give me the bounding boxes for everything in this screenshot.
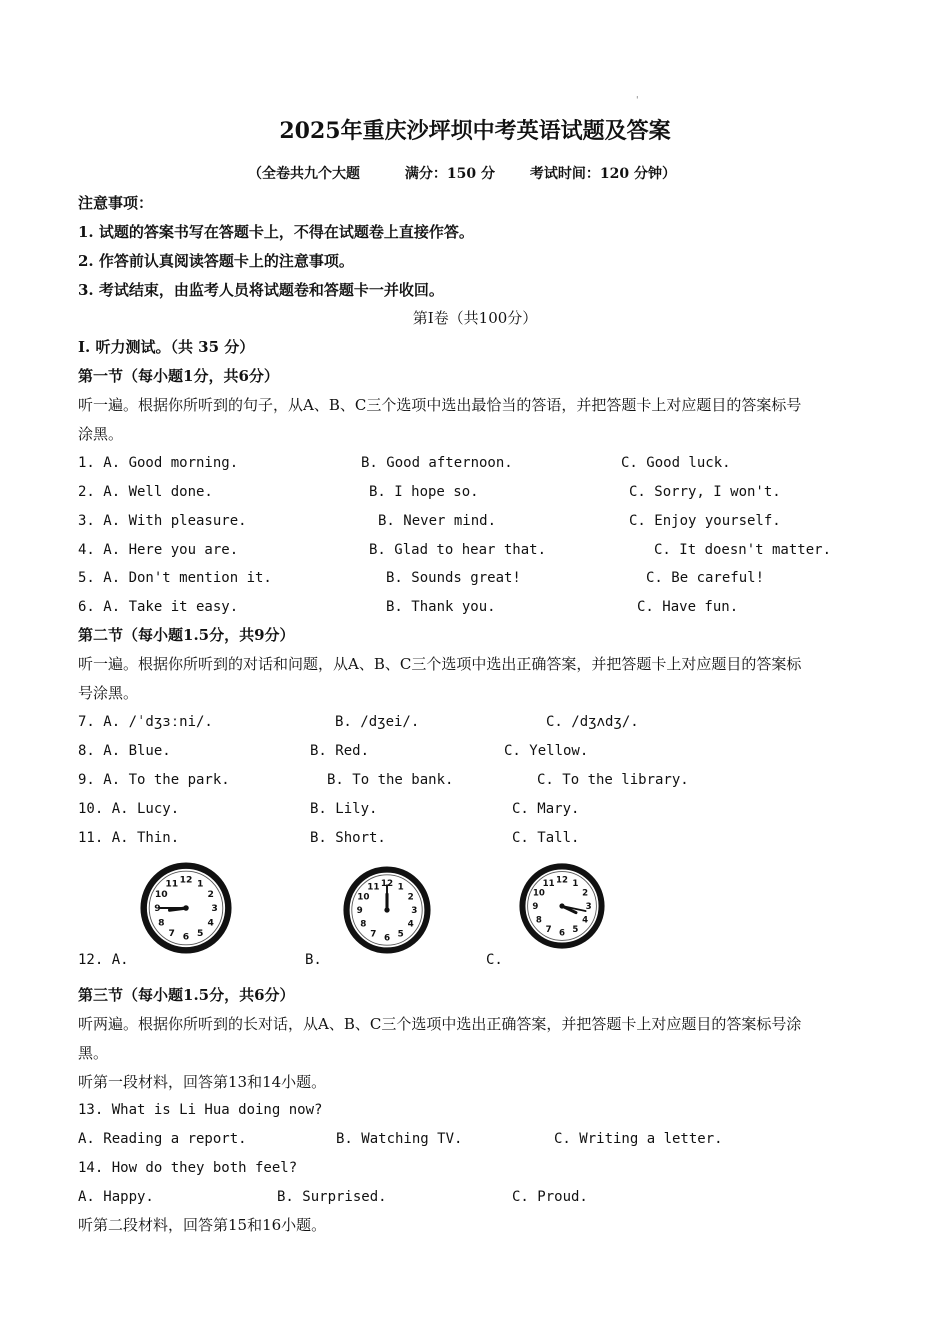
option-a: 11. A. Thin.: [78, 830, 180, 846]
option-c: C. Sorry, I won't.: [629, 484, 781, 500]
section3-heading: 第三节（每小题1.5分，共6分）: [78, 986, 295, 1004]
option-a: A. Reading a report.: [78, 1131, 247, 1147]
option-c: C. To the library.: [537, 772, 689, 788]
option-a: 1. A. Good morning.: [78, 455, 239, 471]
option-c: C. Writing a letter.: [554, 1131, 723, 1147]
question-13: 13. What is Li Hua doing now?: [78, 1102, 323, 1118]
option-a: 5. A. Don't mention it.: [78, 570, 272, 586]
option-a: 7. A. /ˈdʒɜːni/.: [78, 714, 213, 730]
clock-numeral: 7: [168, 927, 175, 939]
question-14: 14. How do they both feel?: [78, 1160, 298, 1176]
section3-instructions-cont: 黑。: [78, 1044, 109, 1062]
clock-numeral: 6: [559, 928, 565, 939]
notice-heading: 注意事项：: [78, 194, 154, 212]
notice-item: 3. 考试结束，由监考人员将试题卷和答题卡一并收回。: [78, 281, 444, 299]
option-c: C. Have fun.: [637, 599, 739, 615]
clock-numeral: 5: [397, 929, 404, 940]
option-b: B. Glad to hear that.: [369, 542, 547, 558]
option-b: B. Good afternoon.: [361, 455, 513, 471]
option-b: B. I hope so.: [369, 484, 479, 500]
section1-instructions: 听一遍。根据你所听到的句子，从A、B、C三个选项中选出最恰当的答语，并把答题卡上对应题目的答案标号: [78, 396, 802, 414]
section2-heading: 第二节（每小题1.5分，共9分）: [78, 626, 295, 644]
page-title: 2025年重庆沙坪坝中考英语试题及答案: [279, 118, 671, 144]
option-c: C. Proud.: [512, 1189, 588, 1205]
option-a: 10. A. Lucy.: [78, 801, 180, 817]
option-a: 9. A. To the park.: [78, 772, 230, 788]
clock-numeral: 6: [383, 933, 391, 944]
option-b: B. Surprised.: [277, 1189, 387, 1205]
option-c: C.: [486, 952, 503, 968]
material-2-note: 听第二段材料，回答第15和16小题。: [78, 1216, 327, 1234]
option-b: B. To the bank.: [327, 772, 454, 788]
section1-heading: 第一节（每小题1分，共6分）: [78, 367, 279, 385]
option-b: B. Never mind.: [378, 513, 497, 529]
clock-numeral: 12: [179, 874, 193, 886]
clock-c-image: [518, 863, 606, 949]
exam-info-sections: （全卷共九个大题: [248, 166, 360, 182]
exam-info: [248, 164, 676, 184]
clock-numeral: 2: [407, 892, 414, 903]
clock-numeral: 8: [158, 917, 165, 929]
clock-numeral: 1: [197, 878, 204, 890]
clock-numeral: 11: [165, 878, 179, 890]
corner-mark: ': [636, 96, 639, 106]
option-b: B. Short.: [310, 830, 386, 846]
clock-numeral: 8: [360, 919, 367, 930]
clock-numeral: 2: [207, 888, 214, 900]
option-c: C. Mary.: [512, 801, 580, 817]
exam-info-time: 考试时间：120 分钟）: [529, 166, 676, 182]
clock-numeral: 9: [154, 903, 161, 915]
material-1-note: 听第一段材料，回答第13和14小题。: [78, 1073, 327, 1091]
clock-numeral: 3: [585, 902, 592, 913]
option-b: B.: [305, 952, 322, 968]
clock-numeral: 3: [211, 903, 218, 915]
clock-center-pin: [559, 903, 564, 908]
clock-numeral: 10: [154, 888, 168, 900]
notice-item: 2. 作答前认真阅读答题卡上的注意事项。: [78, 252, 354, 270]
clock-numeral: 11: [542, 878, 555, 889]
clock-numeral: 7: [370, 929, 377, 940]
option-c: C. Good luck.: [621, 455, 731, 471]
option-a: 8. A. Blue.: [78, 743, 171, 759]
option-c: C. Enjoy yourself.: [629, 513, 781, 529]
option-c: C. It doesn't matter.: [654, 542, 832, 558]
section3-instructions: 听两遍。根据你所听到的长对话，从A、B、C三个选项中选出正确答案，并把答题卡上对应题目的答案标号涂: [78, 1015, 802, 1033]
clock-b-image: [341, 866, 433, 954]
clock-numeral: 4: [407, 919, 414, 930]
clock-numeral: 10: [532, 888, 545, 899]
option-b: B. /dʒei/.: [335, 714, 420, 730]
option-a: 2. A. Well done.: [78, 484, 213, 500]
clock-numeral: 4: [582, 915, 589, 926]
clock-numeral: 12: [556, 875, 568, 886]
clock-a-image: [138, 862, 234, 954]
clock-numeral: 5: [572, 925, 579, 936]
option-a: 12. A.: [78, 952, 129, 968]
clock-numeral: 1: [397, 882, 404, 893]
clock-numeral: 9: [356, 906, 363, 917]
clock-numeral: 9: [532, 902, 539, 913]
clock-center-pin: [183, 905, 189, 911]
clock-numeral: 11: [367, 882, 380, 893]
option-a: 6. A. Take it easy.: [78, 599, 239, 615]
option-c: C. Tall.: [512, 830, 580, 846]
clock-numeral: 6: [182, 931, 190, 943]
option-a: 4. A. Here you are.: [78, 542, 239, 558]
clock-numeral: 5: [197, 927, 204, 939]
clock-numeral: 10: [357, 892, 370, 903]
option-b: B. Watching TV.: [336, 1131, 463, 1147]
option-c: C. Yellow.: [504, 743, 589, 759]
option-b: B. Lily.: [310, 801, 378, 817]
option-b: B. Red.: [310, 743, 370, 759]
clock-numeral: 8: [535, 915, 542, 926]
clock-numeral: 4: [207, 917, 214, 929]
option-c: C. Be careful!: [646, 570, 765, 586]
exam-info-score: 满分：150 分: [404, 166, 495, 182]
section2-instructions-cont: 号涂黑。: [78, 684, 139, 702]
volume-title: 第Ⅰ卷（共100分）: [412, 309, 538, 327]
clock-numeral: 1: [572, 878, 579, 889]
section1-instructions-cont: 涂黑。: [78, 425, 124, 443]
notice-item: 1. 试题的答案书写在答题卡上，不得在试题卷上直接作答。: [78, 223, 474, 241]
option-a: A. Happy.: [78, 1189, 154, 1205]
clock-numeral: 7: [545, 925, 552, 936]
option-c: C. /dʒʌdʒ/.: [546, 714, 639, 730]
clock-numeral: 2: [582, 888, 589, 899]
section2-instructions: 听一遍。根据你所听到的对话和问题，从A、B、C三个选项中选出正确答案，并把答题卡上对应题目的答案标: [78, 655, 802, 673]
option-b: B. Sounds great!: [386, 570, 521, 586]
clock-numeral: 12: [380, 878, 394, 889]
option-a: 3. A. With pleasure.: [78, 513, 247, 529]
clock-center-pin: [384, 907, 389, 912]
clock-numeral: 3: [411, 906, 418, 917]
part1-title: I. 听力测试。（共 35 分）: [78, 338, 255, 356]
option-b: B. Thank you.: [386, 599, 496, 615]
